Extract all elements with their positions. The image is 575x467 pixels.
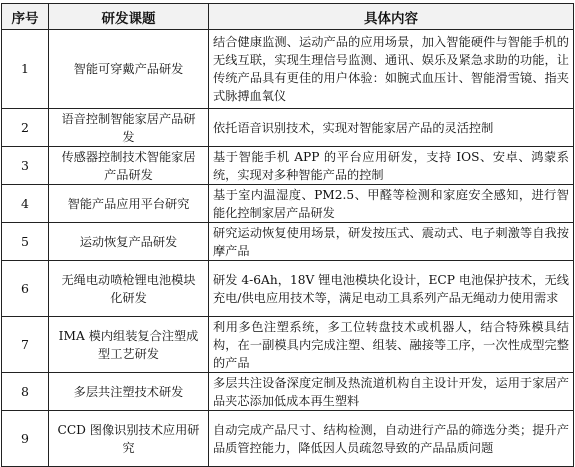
row-topic: 传感器控制技术智能家居产品研发 bbox=[49, 147, 209, 185]
row-number: 5 bbox=[2, 223, 49, 261]
table-row bbox=[2, 373, 574, 411]
row-number: 6 bbox=[2, 261, 49, 317]
table-row bbox=[2, 185, 574, 223]
row-number: 4 bbox=[2, 185, 49, 223]
row-content: 多层共注设备深度定制及热流道机构自主设计开发，运用于家居产品夹芯添加低成本再生塑料 bbox=[209, 373, 574, 411]
table-row bbox=[2, 317, 574, 373]
header-topic: 研发课题 bbox=[49, 4, 209, 30]
row-content: 基于智能手机 APP 的平台应用研发，支持 IOS、安卓、鸿蒙系统，实现对多种智能产品的控制 bbox=[209, 147, 574, 185]
rd-topics-table bbox=[1, 3, 574, 467]
row-number: 8 bbox=[2, 373, 49, 411]
row-content: 基于室内温湿度、PM2.5、甲醛等检测和家庭安全感知，进行智能化控制家居产品研发 bbox=[209, 185, 574, 223]
row-topic: 无绳电动喷枪锂电池模块化研发 bbox=[49, 261, 209, 317]
row-content: 研究运动恢复使用场景，研发按压式、震动式、电子刺激等自我按摩产品 bbox=[209, 223, 574, 261]
row-topic: IMA 模内组装复合注塑成型工艺研发 bbox=[49, 317, 209, 373]
header-no: 序号 bbox=[2, 4, 49, 30]
table-row bbox=[2, 30, 574, 109]
row-content: 研发 4-6Ah，18V 锂电池模块化设计，ECP 电池保护技术，无线充电/供电应用技术等，满足电动工具系列产品无绳动力使用需求 bbox=[209, 261, 574, 317]
table-header-row bbox=[2, 4, 574, 30]
table-row bbox=[2, 147, 574, 185]
row-topic: 多层共注塑技术研发 bbox=[49, 373, 209, 411]
row-number: 7 bbox=[2, 317, 49, 373]
row-number: 9 bbox=[2, 411, 49, 467]
row-topic: 运动恢复产品研发 bbox=[49, 223, 209, 261]
row-content: 结合健康监测、运动产品的应用场景，加入智能硬件与智能手机的无线互联，实现生理信号监测、通讯、娱乐及紧急求助的功能，让传统产品具有更佳的用户体验：如腕式血压计、智能滑雪镜、指夹式脉搏血氧仪 bbox=[209, 30, 574, 109]
row-number: 3 bbox=[2, 147, 49, 185]
row-number: 2 bbox=[2, 109, 49, 147]
table-row bbox=[2, 109, 574, 147]
row-topic: 语音控制智能家居产品研发 bbox=[49, 109, 209, 147]
row-topic: CCD 图像识别技术应用研究 bbox=[49, 411, 209, 467]
row-content: 依托语音识别技术，实现对智能家居产品的灵活控制 bbox=[209, 109, 574, 147]
row-content: 利用多色注塑系统，多工位转盘技术或机器人，结合特殊模具结构，在一副模具内完成注塑、组装、融接等工序，一次性成型完整的产品 bbox=[209, 317, 574, 373]
row-number: 1 bbox=[2, 30, 49, 109]
row-topic: 智能产品应用平台研究 bbox=[49, 185, 209, 223]
row-topic: 智能可穿戴产品研发 bbox=[49, 30, 209, 109]
table-row bbox=[2, 411, 574, 467]
header-content: 具体内容 bbox=[209, 4, 574, 30]
table-row bbox=[2, 223, 574, 261]
table-row bbox=[2, 261, 574, 317]
row-content: 自动完成产品尺寸、结构检测，自动进行产品的筛选分类；提升产品质管控能力，降低因人员疏忽导致的产品品质问题 bbox=[209, 411, 574, 467]
